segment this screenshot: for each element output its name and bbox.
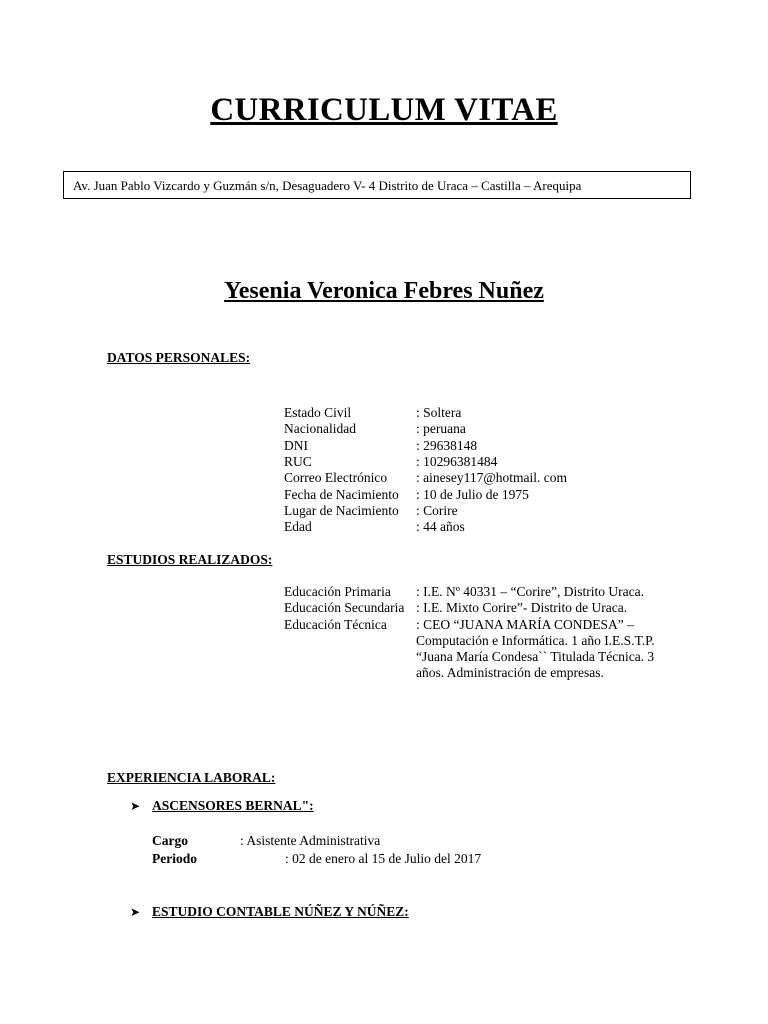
field-value: : 29638148 (416, 437, 478, 453)
section-heading-studies: ESTUDIOS REALIZADOS: (107, 552, 273, 567)
section-heading-personal: DATOS PERSONALES: (107, 350, 251, 365)
field-label: Educación Primaria (284, 584, 391, 599)
bullet-arrow-icon: ➤ (130, 799, 141, 813)
field-value: : ainesey117@hotmail. com (416, 470, 568, 486)
section-heading-experience: EXPERIENCIA LABORAL: (107, 770, 276, 785)
field-label: Estado Civil (284, 405, 352, 420)
field-label: Nacionalidad (284, 421, 356, 437)
field-label: Fecha de Nacimiento (284, 486, 399, 502)
field-value: : I.E. Mixto Corire”- Distrito de Uraca. (416, 600, 628, 616)
job-company: ESTUDIO CONTABLE NÚÑEZ Y NÚÑEZ: (152, 904, 409, 919)
job-periodo-label: Periodo (152, 851, 197, 866)
field-value: : 10 de Julio de 1975 (416, 486, 529, 502)
document-title: CURRICULUM VITAE (210, 92, 558, 128)
job-company: ASCENSORES BERNAL": (152, 798, 314, 813)
field-value: : 44 años (416, 519, 465, 535)
field-value: : peruana (416, 421, 466, 437)
field-label: Correo Electrónico (284, 470, 388, 486)
field-label: Edad (284, 519, 312, 535)
field-label: Educación Técnica (284, 616, 387, 632)
field-value: : I.E. Nº 40331 – “Corire”, Distrito Uraca. (416, 584, 644, 599)
address-box: Av. Juan Pablo Vizcardo y Guzmán s/n, Desaguadero V- 4 Distrito de Uraca – Castilla – Arequipa (63, 171, 691, 199)
field-value-multiline: : CEO “JUANA MARÍA CONDESA” – Computación e Informática. 1 año I.E.S.T.P. “Juana María Condesa`` Titulada Técnica. 3 años. Administración de empresas. (416, 616, 655, 681)
job-periodo-value: : 02 de enero al 15 de Julio del 2017 (285, 851, 482, 866)
field-label: Lugar de Nacimiento (284, 502, 399, 518)
candidate-name: Yesenia Veronica Febres Nuñez (224, 278, 544, 304)
field-label: Educación Secundaria (284, 600, 405, 616)
field-label: RUC (284, 453, 312, 469)
field-label: DNI (284, 437, 308, 453)
field-value: : Soltera (416, 405, 462, 420)
bullet-arrow-icon: ➤ (130, 905, 141, 919)
field-value: : 10296381484 (416, 453, 498, 469)
job-cargo-label: Cargo (152, 833, 188, 848)
job-cargo-value: : Asistente Administrativa (240, 833, 381, 848)
field-value: : Corire (416, 502, 458, 518)
